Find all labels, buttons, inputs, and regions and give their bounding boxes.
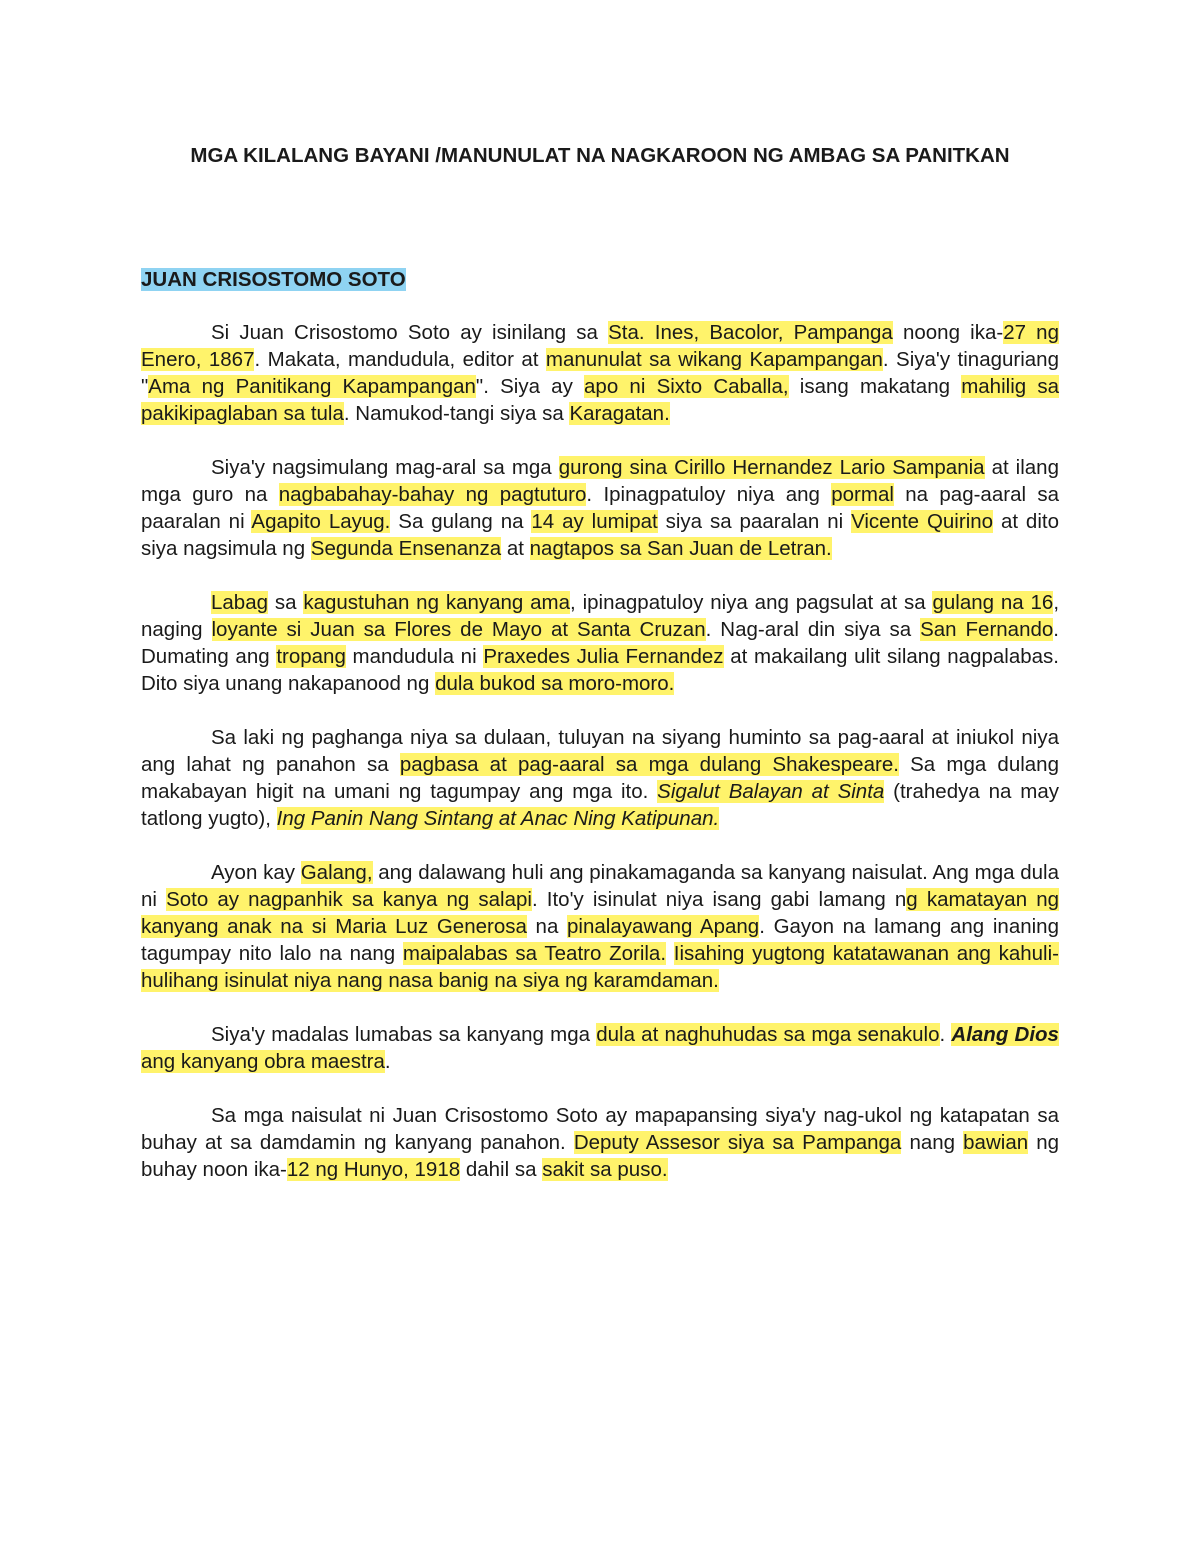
document-page	[141, 142, 1059, 1183]
document-body	[141, 319, 1059, 1183]
body-text: nang	[901, 1131, 964, 1154]
highlighted-text: pormal	[831, 483, 894, 506]
highlighted-text: Segunda Ensenanza	[310, 537, 502, 560]
body-text: . Ipinagpatuloy niya ang	[586, 483, 832, 506]
body-text: ang dalawang huli ang pinakamaganda sa kanyang naisulat. Ang mga dula ni	[141, 861, 1059, 911]
highlighted-text: Agapito Layug.	[251, 510, 391, 533]
highlighted-text: apo ni Sixto Caballa,	[584, 375, 789, 398]
highlighted-text: Deputy Assesor siya sa Pampanga	[573, 1131, 902, 1154]
highlighted-text: manunulat sa wikang Kapampangan	[545, 348, 883, 371]
highlighted-text: San Fernando	[920, 618, 1054, 641]
body-text: noong ika-	[892, 321, 1004, 344]
body-text: at	[501, 537, 530, 560]
body-text: . Dumating ang	[141, 618, 1059, 668]
body-text: .	[939, 1023, 952, 1046]
body-text: , ipinagpatuloy niya ang pagsulat at sa	[570, 591, 933, 614]
body-text: . Nag-aral din siya sa	[705, 618, 921, 641]
highlighted-text: tropang	[276, 645, 346, 668]
highlighted-text: mahilig sa pakikipaglaban sa tula	[141, 375, 1059, 425]
body-text: ". Siya ay	[475, 375, 585, 398]
highlighted-text: Karagatan.	[569, 402, 670, 425]
highlighted-text: g kamatayan ng kanyang anak na si Maria Luz Generosa	[141, 888, 1060, 938]
body-text: at makailang ulit silang nagpalabas. Dito siya unang nakapanood ng	[141, 645, 1059, 695]
body-text: Sa gulang na	[390, 510, 532, 533]
section-heading	[141, 266, 1059, 293]
body-text: dahil sa	[460, 1158, 543, 1181]
highlighted-text: pinalayawang Apang	[567, 915, 760, 938]
section-heading-text: JUAN CRISOSTOMO SOTO	[141, 268, 406, 291]
document-title: MGA KILALANG BAYANI /MANUNULAT NA NAGKAROON NG AMBAG SA PANITKAN	[190, 144, 1010, 167]
highlighted-text: gurong sina Cirillo Hernandez Lario Sampania	[558, 456, 985, 479]
highlighted-text: sakit sa puso.	[542, 1158, 668, 1181]
highlighted-text: 27 ng Enero, 1867	[141, 321, 1059, 371]
highlighted-text: bawian	[963, 1131, 1029, 1154]
highlighted-text: dula at naghuhudas sa mga senakulo	[596, 1023, 940, 1046]
highlighted-text: loyante si Juan sa Flores de Mayo at Santa Cruzan	[211, 618, 706, 641]
highlighted-text: Galang,	[300, 861, 373, 884]
highlighted-text: 12 ng Hunyo, 1918	[286, 1158, 461, 1181]
body-text: Sa mga dulang makabayan higit na umani ng tagumpay ang mga ito.	[141, 753, 1059, 803]
highlighted-text: Labag	[211, 591, 269, 614]
highlighted-text: maipalabas sa Teatro Zorila.	[402, 942, 667, 965]
body-text: Si Juan Crisostomo Soto ay isinilang sa	[211, 321, 609, 344]
highlighted-text: nagbabahay-bahay ng pagtuturo	[278, 483, 587, 506]
body-text: (trahedya na may tatlong yugto),	[141, 780, 1059, 830]
body-text: . Gayon na lamang ang inaning tagumpay nito lalo na nang	[141, 915, 1059, 965]
paragraph	[141, 454, 1059, 562]
paragraph	[141, 319, 1059, 427]
body-text: . Makata, mandudula, editor at	[254, 348, 546, 371]
body-text: at ilang mga guro na	[141, 456, 1059, 506]
body-text: na pag-aaral sa paaralan ni	[141, 483, 1060, 533]
paragraph	[141, 724, 1059, 832]
paragraph	[141, 859, 1059, 994]
highlighted-text: Vicente Quirino	[851, 510, 994, 533]
highlighted-text: kagustuhan ng kanyang ama	[303, 591, 571, 614]
body-text	[666, 942, 674, 965]
body-text: na	[526, 915, 568, 938]
body-text: .	[384, 1050, 391, 1073]
highlighted-text: 14 ay lumipat	[531, 510, 658, 533]
highlighted-text: Sigalut Balayan at Sinta	[657, 780, 885, 803]
highlighted-text: pagbasa at pag-aaral sa mga dulang Shakespeare.	[399, 753, 899, 776]
body-text: Sa mga naisulat ni Juan Crisostomo Soto ay mapapansing siya'y nag-ukol ng katapatan sa buhay at sa damdamin ng kanyang panahon.	[141, 1104, 1059, 1154]
body-text: sa	[268, 591, 304, 614]
body-text: . Namukod-tangi siya sa	[343, 402, 570, 425]
body-text: , naging	[141, 591, 1060, 641]
highlighted-text: gulang na 16	[932, 591, 1054, 614]
body-text: siya sa paaralan ni	[657, 510, 852, 533]
body-text: mandudula ni	[345, 645, 484, 668]
highlighted-text: Ama ng Panitikang Kapampangan	[148, 375, 476, 398]
highlighted-text: Alang Dios	[951, 1023, 1059, 1046]
highlighted-text: nagtapos sa San Juan de Letran.	[529, 537, 832, 560]
paragraph	[141, 589, 1059, 697]
highlighted-text: dula bukod sa moro-moro.	[435, 672, 675, 695]
highlighted-text: Iisahing yugtong katatawanan ang kahuli-hulihang isinulat niya nang nasa banig na siya ng karamdaman.	[141, 942, 1059, 992]
highlighted-text: Soto ay nagpanhik sa kanya ng salapi	[166, 888, 532, 911]
highlighted-text: Praxedes Julia Fernandez	[483, 645, 724, 668]
body-text: ng buhay noon ika-	[141, 1131, 1060, 1181]
paragraph	[141, 1102, 1059, 1183]
body-text: . Ito'y isinulat niya isang gabi lamang n	[531, 888, 907, 911]
body-text: at dito siya nagsimula ng	[141, 510, 1059, 560]
highlighted-text: ang kanyang obra maestra	[141, 1050, 385, 1073]
body-text: Siya'y nagsimulang mag-aral sa mga	[211, 456, 559, 479]
body-text: Sa laki ng paghanga niya sa dulaan, tuluyan na siyang huminto sa pag-aaral at iniukol niya ang lahat ng panahon sa	[141, 726, 1059, 776]
body-text: isang makatang	[788, 375, 962, 398]
highlighted-text: Sta. Ines, Bacolor, Pampanga	[608, 321, 893, 344]
body-text: Ayon kay	[211, 861, 301, 884]
body-text: . Siya'y tinaguriang "	[141, 348, 1059, 398]
highlighted-text: Ing Panin Nang Sintang at Anac Ning Katipunan.	[276, 807, 720, 830]
body-text: Siya'y madalas lumabas sa kanyang mga	[211, 1023, 597, 1046]
paragraph	[141, 1021, 1059, 1075]
